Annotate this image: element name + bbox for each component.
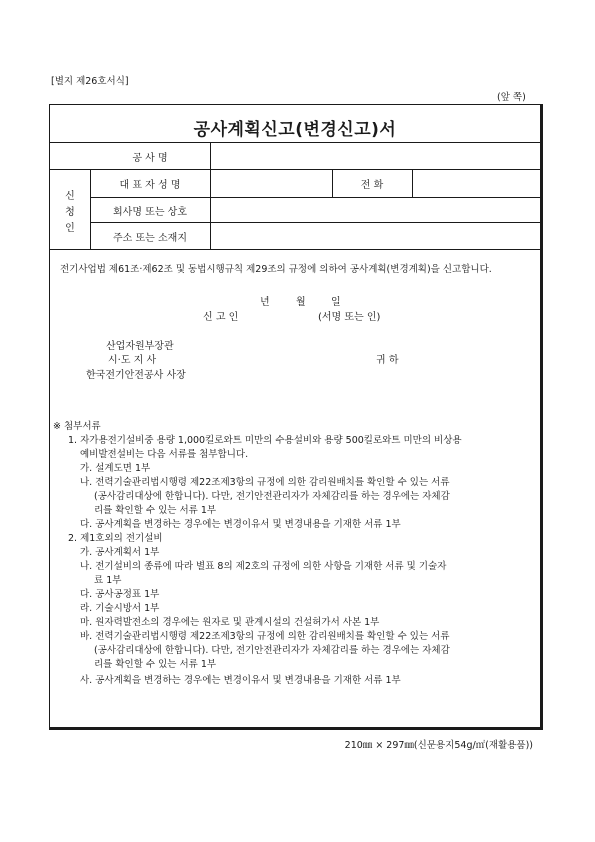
row-divider xyxy=(90,197,540,198)
date-month: 월 xyxy=(296,297,306,308)
form-title: 공사계획신고(변경신고)서 xyxy=(193,120,397,140)
attachment-line: 리를 확인할 수 있는 서류 1부 xyxy=(94,659,217,670)
phone-label: 전 화 xyxy=(360,180,384,191)
attachments-heading: ※ 첨부서류 xyxy=(53,421,101,432)
applicant-label-3: 인 xyxy=(65,223,75,234)
recipient-governor: 시·도 지 사 xyxy=(108,355,157,366)
attachment-line: 2. 제1호외의 전기설비 xyxy=(68,533,163,544)
attachment-line: 예비발전설비는 다음 서류를 첨부합니다. xyxy=(80,449,249,460)
attachment-line: 리를 확인할 수 있는 서류 1부 xyxy=(94,505,217,516)
attachment-line: 바. 전력기술관리법시행령 제22조제3항의 규정에 의한 감리원배치를 확인할 수 있는 서류 xyxy=(80,631,450,642)
date-day: 일 xyxy=(331,297,341,308)
date-year: 년 xyxy=(260,297,270,308)
project-name-label: 공 사 명 xyxy=(132,153,168,164)
recipient-minister: 산업자원부장관 xyxy=(106,341,174,352)
applicant-label-2: 청 xyxy=(65,207,75,218)
signature-note: (서명 또는 인) xyxy=(318,312,381,323)
reporter-label: 신 고 인 xyxy=(203,312,239,323)
representative-name-label: 대 표 자 성 명 xyxy=(119,180,181,191)
recipient-safety-corp: 한국전기안전공사 사장 xyxy=(86,370,186,381)
attachment-line: 료 1부 xyxy=(94,575,122,586)
attachment-line: 라. 기술시방서 1부 xyxy=(80,603,160,614)
company-name-label: 회사명 또는 상호 xyxy=(113,207,187,218)
attachment-line: 나. 전기설비의 종류에 따라 별표 8의 제2호의 규정에 의한 사항을 기재한 서류 및 기술자 xyxy=(80,561,447,572)
attachment-line: 사. 공사계획을 변경하는 경우에는 변경이유서 및 변경내용을 기재한 서류 1부 xyxy=(80,675,401,686)
title-divider xyxy=(50,142,540,143)
attachment-line: 1. 자가용전기설비중 용량 1,000킬로와트 미만의 수용설비와 용량 500킬로와트 미만의 비상용 xyxy=(68,435,462,446)
address-label: 주소 또는 소재지 xyxy=(113,233,187,244)
paper-spec-footer: 210㎜ × 297㎜(신문용지54g/㎡(재활용품)) xyxy=(344,740,533,751)
attachment-line: 다. 공사계획을 변경하는 경우에는 변경이유서 및 변경내용을 기재한 서류 1부 xyxy=(80,519,401,530)
attachment-line: 다. 공사공정표 1부 xyxy=(80,589,160,600)
honorific: 귀 하 xyxy=(376,355,399,366)
attachment-line: 가. 설계도면 1부 xyxy=(80,463,151,474)
attachment-line: 마. 원자력발전소의 경우에는 원자로 및 관계시설의 건설허가서 사본 1부 xyxy=(80,617,380,628)
row-divider xyxy=(90,222,540,223)
column-divider xyxy=(210,142,211,249)
declaration-text: 전기사업법 제61조·제62조 및 동법시행규칙 제29조의 규정에 의하여 공사계획(변경계획)을 신고합니다. xyxy=(60,264,492,275)
column-divider xyxy=(412,169,413,197)
attachment-line: 나. 전력기술관리법시행령 제22조제3항의 규정에 의한 감리원배치를 확인할 수 있는 서류 xyxy=(80,477,450,488)
row-divider xyxy=(50,249,540,250)
page-side-label: (앞 쪽) xyxy=(497,92,526,103)
attachment-line: 가. 공사계획서 1부 xyxy=(80,547,160,558)
applicant-label-1: 신 xyxy=(65,191,75,202)
row-divider xyxy=(50,169,540,170)
form-number: [별지 제26호서식] xyxy=(51,76,129,87)
form-frame xyxy=(49,104,543,730)
attachment-line: (공사감리대상에 한합니다). 다만, 전기안전관리자가 자체감리를 하는 경우에는 자체감 xyxy=(94,491,450,502)
attachment-line: (공사감리대상에 한합니다). 다만, 전기안전관리자가 자체감리를 하는 경우에는 자체감 xyxy=(94,645,450,656)
